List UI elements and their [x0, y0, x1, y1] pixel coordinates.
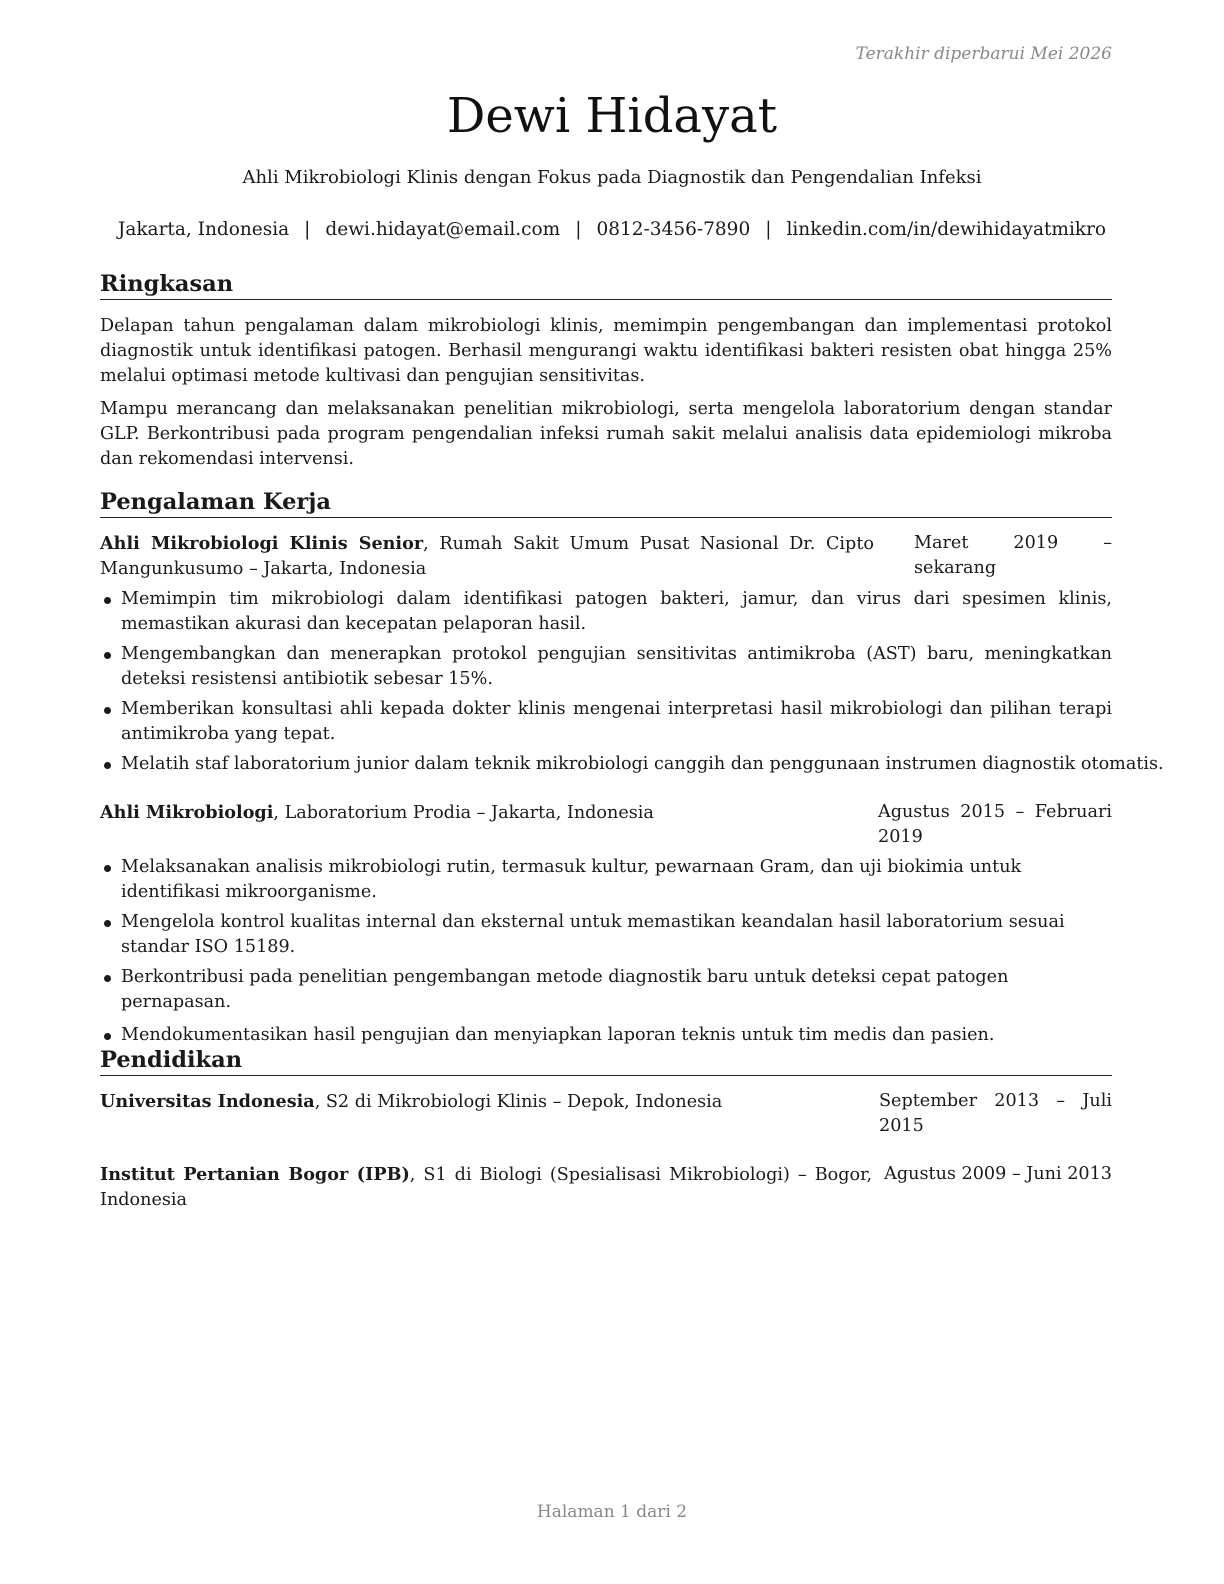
education-heading: Pendidikan [100, 1046, 1112, 1076]
job-role: Ahli Mikrobiologi Klinis Senior [100, 533, 424, 554]
job-title-org [100, 531, 874, 582]
education-school: Universitas Indonesia [100, 1091, 315, 1112]
candidate-name: Dewi Hidayat [446, 88, 778, 144]
last-updated-note: Terakhir diperbarui Mei 2026 [855, 44, 1112, 64]
summary-heading: Ringkasan [100, 270, 1112, 300]
education-header [100, 1162, 1112, 1213]
professional-headline: Ahli Mikrobiologi Klinis dengan Fokus pada Diagnostik dan Pengendalian Infeksi [242, 167, 982, 188]
bullet-icon [104, 762, 111, 769]
bullet-icon [104, 865, 111, 872]
job-entry [100, 531, 1164, 777]
list-item: Memberikan konsultasi ahli kepada dokter klinis mengenai interpretasi hasil mikrobiologi dan pilihan terapi antimikroba yang tepat. [100, 697, 1112, 747]
education-section [100, 1046, 1112, 1213]
bullet-icon [104, 920, 111, 927]
experience-heading: Pengalaman Kerja [100, 488, 1112, 518]
contact-location: Jakarta, Indonesia [117, 219, 290, 240]
job-org: , Laboratorium Prodia – Jakarta, Indonesia [273, 803, 654, 823]
contact-separator: | [304, 219, 311, 240]
bullet-icon [104, 975, 111, 982]
bullet-icon [104, 652, 111, 659]
list-item: Memimpin tim mikrobiologi dalam identifikasi patogen bakteri, jamur, dan virus dari spesimen klinis, memastikan akurasi dan kecepatan pelaporan hasil. [100, 587, 1112, 637]
education-detail: , S2 di Mikrobiologi Klinis – Depok, Indonesia [314, 1092, 723, 1112]
experience-section [100, 488, 1164, 1053]
contact-email[interactable]: dewi.hidayat@email.com [325, 219, 561, 240]
contact-separator: | [575, 219, 582, 240]
job-role: Ahli Mikrobiologi [100, 802, 274, 823]
job-title-org [100, 800, 878, 826]
education-school-degree [100, 1162, 872, 1213]
job-entry [100, 800, 1112, 1048]
list-item: Berkontribusi pada penelitian pengembangan metode diagnostik baru untuk deteksi cepat patogen pernapasan. [100, 965, 1100, 1015]
bullet-icon [104, 1033, 111, 1040]
education-dates: Agustus 2009 – Juni 2013 [884, 1164, 1112, 1184]
list-item: Melatih staf laboratorium junior dalam teknik mikrobiologi canggih dan penggunaan instrumen diagnostik otomatis. [100, 752, 1112, 777]
job-header [100, 800, 1112, 850]
job-bullets [100, 587, 1164, 777]
education-header [100, 1089, 1112, 1139]
job-header [100, 531, 1112, 582]
list-item: Melaksanakan analisis mikrobiologi rutin, termasuk kultur, pewarnaan Gram, dan uji biokimia untuk identifikasi mikroorganisme. [100, 855, 1100, 905]
summary-section [100, 270, 1112, 472]
bullet-icon [104, 707, 111, 714]
page-number: Halaman 1 dari 2 [536, 1502, 688, 1522]
education-entry [100, 1089, 1112, 1139]
education-detail: , S1 di Biologi (Spesialisasi Mikrobiologi) – Bogor, Indonesia [100, 1165, 873, 1210]
contact-phone: 0812-3456-7890 [596, 219, 751, 240]
contact-separator: | [765, 219, 772, 240]
job-bullets [100, 855, 1112, 1048]
contact-line [0, 219, 1224, 240]
education-dates: September 2013 – Juli 2015 [879, 1091, 1112, 1136]
list-item: Mengelola kontrol kualitas internal dan eksternal untuk memastikan keandalan hasil laboratorium sesuai standar ISO 15189. [100, 910, 1100, 960]
list-item: Mengembangkan dan menerapkan protokol pengujian sensitivitas antimikroba (AST) baru, meningkatkan deteksi resistensi antibiotik sebesar 15%. [100, 642, 1112, 692]
list-item: Mendokumentasikan hasil pengujian dan menyiapkan laporan teknis untuk tim medis dan pasien. [100, 1023, 1100, 1048]
education-entry [100, 1162, 1112, 1213]
summary-paragraph: Delapan tahun pengalaman dalam mikrobiologi klinis, memimpin pengembangan dan implementasi protokol diagnostik untuk identifikasi patogen. Berhasil mengurangi waktu identifikasi bakteri resisten obat hingga 25% melalui optimasi metode kultivasi dan pengujian sensitivitas. [100, 316, 1112, 386]
job-org: , Rumah Sakit Umum Pusat Nasional Dr. Cipto Mangunkusumo – Jakarta, Indonesia [100, 534, 874, 579]
job-dates: Agustus 2015 – Februari 2019 [878, 802, 1112, 847]
education-school: Institut Pertanian Bogor (IPB) [100, 1164, 410, 1185]
summary-paragraph: Mampu merancang dan melaksanakan penelitian mikrobiologi, serta mengelola laboratorium dengan standar GLP. Berkontribusi pada program pengendalian infeksi rumah sakit melalui analisis data epidemiologi mikroba dan rekomendasi intervensi. [100, 399, 1112, 469]
bullet-icon [104, 597, 111, 604]
job-dates: Maret 2019 – sekarang [914, 533, 1112, 578]
education-school-degree [100, 1089, 879, 1115]
contact-linkedin[interactable]: linkedin.com/in/dewihidayatmikro [786, 219, 1107, 240]
